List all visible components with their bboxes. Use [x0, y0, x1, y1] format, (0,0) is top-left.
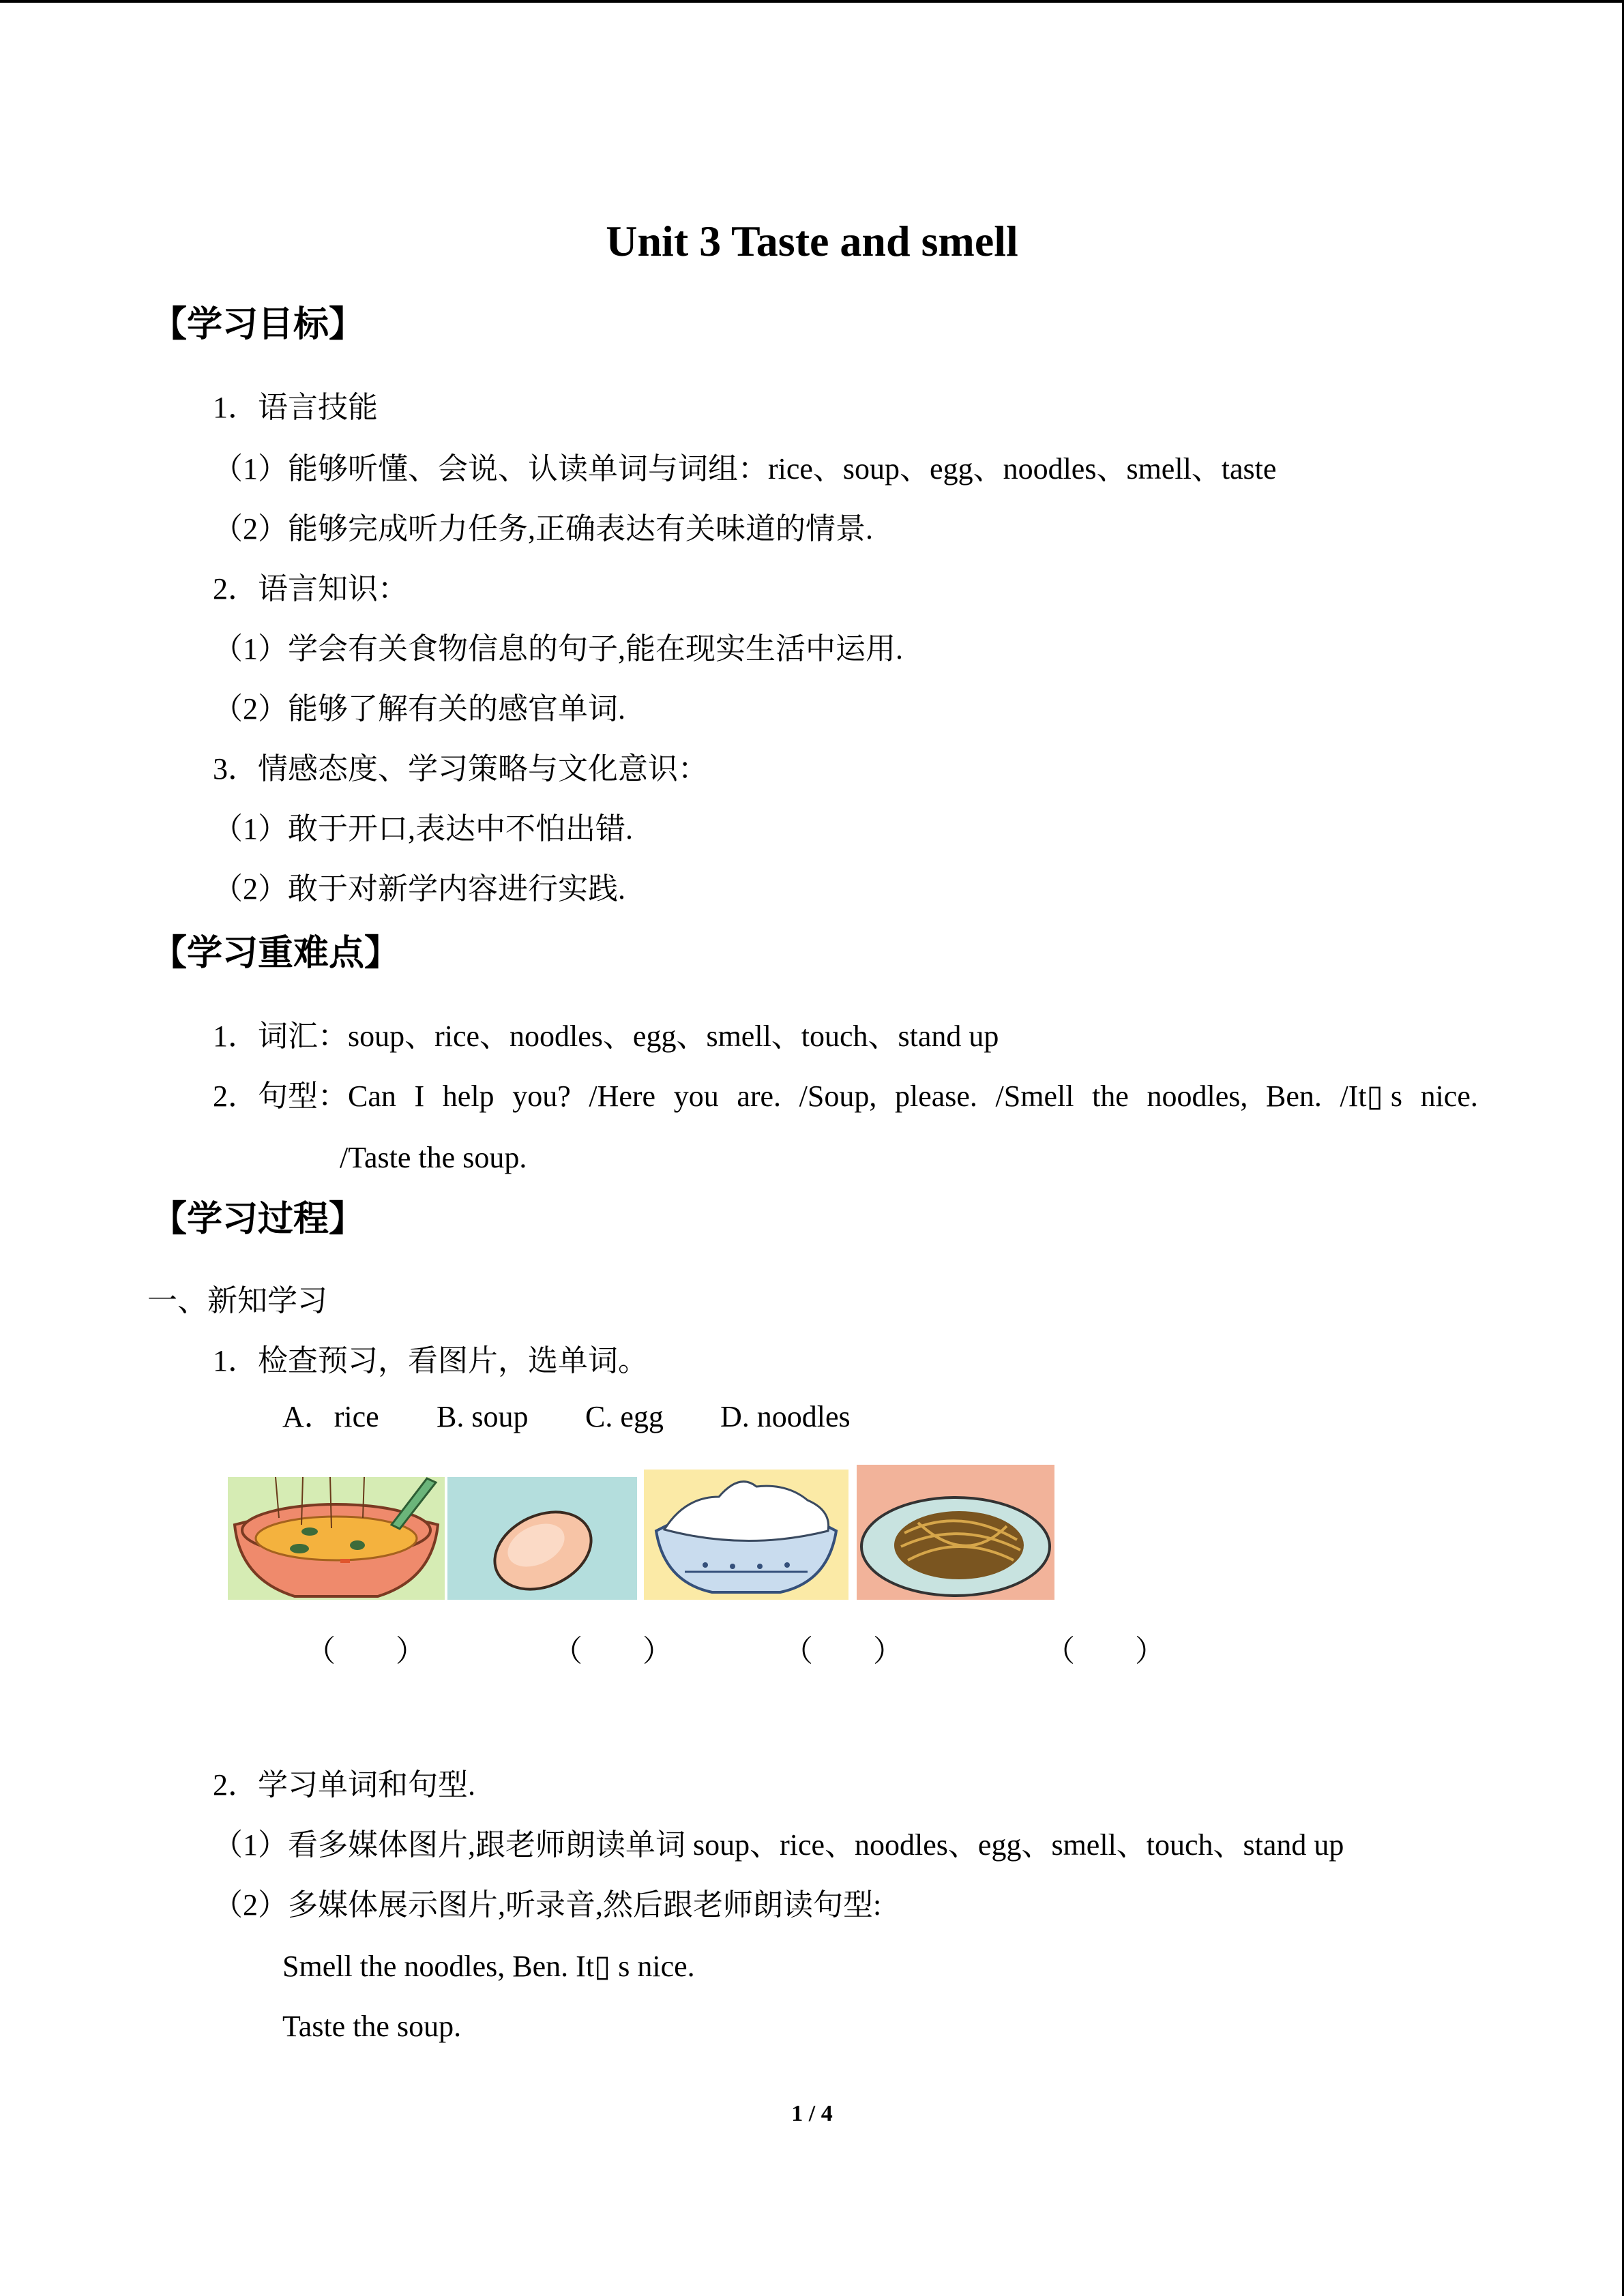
picture-rice	[644, 1470, 848, 1600]
rice-bowl-icon	[644, 1470, 848, 1600]
key-point-sentences	[213, 1079, 1478, 1113]
objective-item: （1）学会有关食物信息的句子,能在现实生活中运用.	[213, 632, 903, 666]
option-c: C. egg	[585, 1400, 664, 1433]
section-new-learning: 一、新知学习	[147, 1284, 327, 1317]
task2-sub2: （2）多媒体展示图片,听录音,然后跟老师朗读句型:	[213, 1888, 882, 1922]
option-d: D. noodles	[720, 1400, 851, 1433]
objective-item: （2）敢于对新学内容进行实践.	[213, 872, 625, 906]
answer-blank-2[interactable]: （ ）	[552, 1635, 673, 1668]
objective-item: 1．语言技能	[213, 391, 378, 424]
objective-item: （1）敢于开口,表达中不怕出错.	[213, 812, 633, 846]
task1-label: 1．检查预习，看图片，选单词。	[213, 1344, 648, 1377]
picture-egg	[447, 1477, 637, 1600]
task2-label: 2．学习单词和句型.	[213, 1768, 475, 1802]
heading-key-points: 【学习重难点】	[151, 933, 400, 974]
option-b: B. soup	[437, 1400, 529, 1433]
key-point-sentences-text: Can I help you? /Here you are. /Soup, please. /Smell the noodles, Ben. /It▯ s nice.	[348, 1079, 1478, 1113]
page-number: 1 / 4	[791, 2101, 833, 2126]
objective-item: （2）能够完成听力任务,正确表达有关味道的情景.	[213, 512, 873, 546]
key-point-sentences-continued: /Taste the soup.	[340, 1141, 527, 1174]
heading-objectives: 【学习目标】	[151, 304, 365, 345]
key-point-vocab: 1．词汇：soup、rice、noodles、egg、smell、touch、stand up	[213, 1019, 999, 1053]
objective-item: 3．情感态度、学习策略与文化意识：	[213, 752, 708, 786]
document-title: Unit 3 Taste and smell	[606, 217, 1018, 265]
option-a: A．rice	[282, 1400, 379, 1433]
task2-sub1: （1）看多媒体图片,跟老师朗读单词 soup、rice、noodles、egg、smell、touch、stand up	[213, 1828, 1344, 1862]
picture-soup	[228, 1477, 445, 1600]
picture-noodles	[857, 1465, 1054, 1600]
egg-icon	[447, 1477, 637, 1600]
answer-blank-4[interactable]: （ ）	[1045, 1635, 1165, 1668]
objective-item: 2．语言知识：	[213, 572, 408, 606]
soup-bowl-icon	[228, 1477, 445, 1600]
objective-item: （2）能够了解有关的感官单词.	[213, 692, 625, 726]
key-point-sentences-prefix: 2．句型：	[213, 1079, 348, 1113]
noodles-plate-icon	[857, 1465, 1054, 1600]
objective-item: （1）能够听懂、会说、认读单词与词组：rice、soup、egg、noodles、smell、taste	[213, 452, 1277, 486]
page-top-border	[0, 0, 1624, 3]
answer-blank-3[interactable]: （ ）	[783, 1635, 903, 1668]
task2-sentence-2: Taste the soup.	[282, 2010, 462, 2043]
task2-sentence-1: Smell the noodles, Ben. It▯ s nice.	[282, 1950, 695, 1983]
answer-blank-1[interactable]: （ ）	[306, 1635, 426, 1668]
heading-process: 【学习过程】	[151, 1199, 365, 1240]
